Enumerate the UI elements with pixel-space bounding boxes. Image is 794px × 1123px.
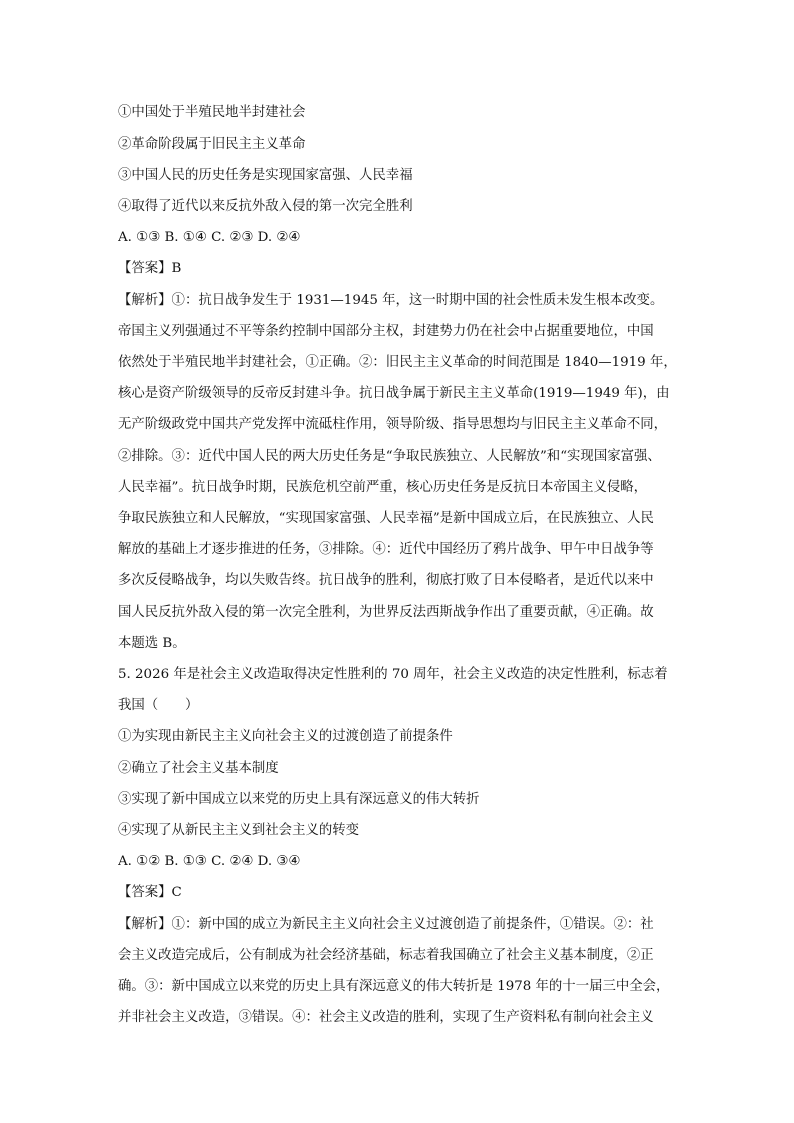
q4-analysis-line: 人民幸福”。抗日战争时期，民族危机空前严重，核心历史任务是反抗日本帝国主义侵略，: [118, 480, 648, 495]
q5-stem-line: 5. 2026 年是社会主义改造取得决定性胜利的 70 周年，社会主义改造的决定性胜利，标志着: [118, 667, 668, 682]
q4-analysis-line: 帝国主义列强通过不平等条约控制中国部分主权，封建势力仍在社会中占据重要地位，中国: [118, 324, 654, 339]
q4-option-4: ④取得了近代以来反抗外敌入侵的第一次完全胜利: [118, 199, 413, 214]
q4-analysis-line: 解放的基础上才逐步推进的任务，③排除。④：近代中国经历了鸦片战争、甲午中日战争等: [118, 542, 654, 557]
q4-analysis-line: 无产阶级政党中国共产党发挥中流砥柱作用，领导阶级、指导思想均与旧民主主义革命不同，: [118, 417, 668, 432]
q5-option-3: ③实现了新中国成立以来党的历史上具有深远意义的伟大转折: [118, 792, 480, 807]
q5-option-1: ①为实现由新民主主义向社会主义的过渡创造了前提条件: [118, 729, 453, 744]
q4-analysis-line: 争取民族独立和人民解放，“实现国家富强、人民幸福”是新中国成立后，在民族独立、人民: [118, 511, 654, 526]
q4-option-1: ①中国处于半殖民地半封建社会: [118, 105, 306, 120]
q4-analysis-line: 【解析】①：抗日战争发生于 1931—1945 年，这一时期中国的社会性质未发生根本改变。: [118, 293, 664, 308]
q4-option-2: ②革命阶段属于旧民主主义革命: [118, 137, 306, 152]
q4-choices: A. ①③ B. ①④ C. ②③ D. ②④: [118, 230, 301, 245]
q5-analysis-line: 【解析】①：新中国的成立为新民主主义向社会主义过渡创造了前提条件，①错误。②：社: [118, 917, 654, 932]
q5-analysis-line: 确。③：新中国成立以来党的历史上具有深远意义的伟大转折是 1978 年的十一届三中全会，: [118, 979, 670, 994]
q5-analysis-line: 并非社会主义改造，③错误。④：社会主义改造的胜利，实现了生产资料私有制向社会主义: [118, 1010, 654, 1025]
q5-option-4: ④实现了从新民主主义到社会主义的转变: [118, 823, 360, 838]
q4-analysis-line: 核心是资产阶级领导的反帝反封建斗争。抗日战争属于新民主主义革命(1919—1949 年)，由: [118, 386, 670, 401]
q4-answer: 【答案】B: [118, 261, 182, 276]
q4-option-3: ③中国人民的历史任务是实现国家富强、人民幸福: [118, 168, 413, 183]
q4-analysis-line: 国人民反抗外敌入侵的第一次完全胜利，为世界反法西斯战争作出了重要贡献，④正确。故: [118, 605, 654, 620]
q4-analysis-line: ②排除。③：近代中国人民的两大历史任务是“争取民族独立、人民解放”和“实现国家富强、: [118, 449, 661, 464]
q4-analysis-line: 依然处于半殖民地半封建社会，①正确。②：旧民主主义革命的时间范围是 1840—1919 年，: [118, 355, 677, 370]
q5-answer: 【答案】C: [118, 885, 182, 900]
q5-option-2: ②确立了社会主义基本制度: [118, 761, 279, 776]
q5-choices: A. ①② B. ①③ C. ②④ D. ③④: [118, 854, 301, 869]
q4-analysis-line: 多次反侵略战争，均以失败告终。抗日战争的胜利，彻底打败了日本侵略者，是近代以来中: [118, 573, 654, 588]
q5-stem-line: 我国（ ）: [118, 698, 199, 713]
q5-analysis-line: 会主义改造完成后，公有制成为社会经济基础，标志着我国确立了社会主义基本制度，②正: [118, 948, 654, 963]
q4-analysis-line: 本题选 B。: [118, 636, 186, 651]
